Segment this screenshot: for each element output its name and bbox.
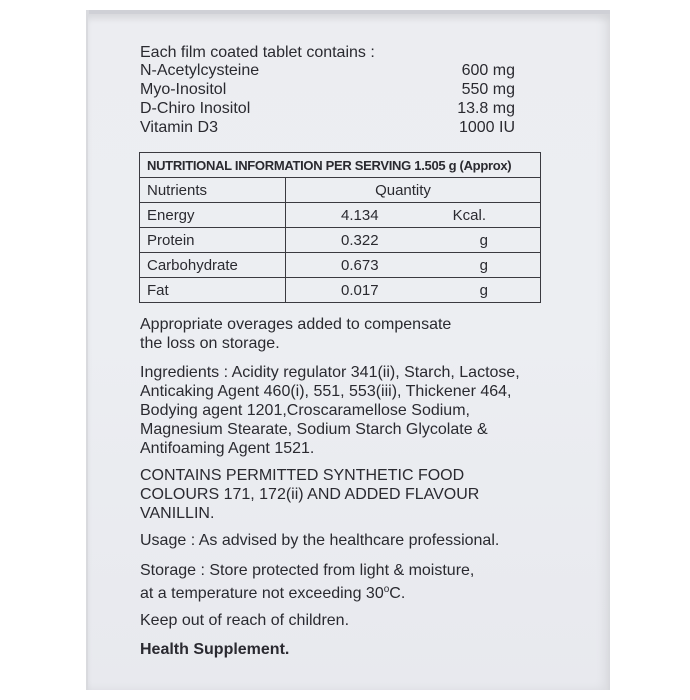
storage-instruction bbox=[140, 561, 474, 603]
overages-line: the loss on storage. bbox=[140, 335, 280, 352]
nutrient-unit: g bbox=[479, 232, 488, 249]
nutrient-unit: g bbox=[479, 282, 488, 299]
column-header-quantity bbox=[286, 178, 541, 203]
ingredients-line: Ingredients : Acidity regulator 341(ii), Starch, Lactose, bbox=[140, 364, 520, 381]
ingredients-line: Anticaking Agent 460(i), 551, 553(iii), Thickener 464, bbox=[140, 383, 512, 400]
table-header-row bbox=[140, 178, 541, 203]
nutrient-value: 4.134 bbox=[341, 207, 379, 224]
column-header-nutrients: Nutrients bbox=[140, 178, 286, 203]
ingredients-list bbox=[140, 363, 520, 458]
nutrient-quantity bbox=[286, 278, 541, 303]
degree-symbol: o bbox=[383, 584, 390, 595]
ingredients-line: Magnesium Stearate, Sodium Starch Glycolate & bbox=[140, 421, 488, 438]
nutrient-unit: g bbox=[479, 257, 488, 274]
overages-line: Appropriate overages added to compensate bbox=[140, 316, 452, 333]
colours-line: COLOURS 171, 172(ii) AND ADDED FLAVOUR bbox=[140, 486, 480, 503]
nutrient-quantity bbox=[286, 203, 541, 228]
nutrient-quantity bbox=[286, 228, 541, 253]
colours-statement bbox=[140, 466, 479, 523]
ingredient-amount: 550 mg bbox=[461, 81, 515, 98]
product-category: Health Supplement. bbox=[140, 641, 290, 658]
nutrition-table-title: NUTRITIONAL INFORMATION PER SERVING 1.505 g (Approx) bbox=[140, 153, 541, 178]
overages-note bbox=[140, 315, 451, 353]
composition-row bbox=[140, 119, 515, 138]
nutrient-name: Carbohydrate bbox=[140, 253, 286, 278]
ingredient-name: D-Chiro Inositol bbox=[140, 100, 251, 117]
nutrient-name: Protein bbox=[140, 228, 286, 253]
nutrition-table bbox=[139, 152, 541, 303]
colours-line: CONTAINS PERMITTED SYNTHETIC FOOD bbox=[140, 467, 465, 484]
storage-temperature-unit: C. bbox=[389, 585, 406, 602]
ingredients-line: Bodying agent 1201,Croscaramellose Sodium, bbox=[140, 402, 470, 419]
table-row bbox=[140, 203, 541, 228]
table-row bbox=[140, 253, 541, 278]
storage-line: Storage : Store protected from light & moisture, bbox=[140, 562, 475, 579]
nutrient-quantity bbox=[286, 253, 541, 278]
storage-temperature-text: at a temperature not exceeding 30 bbox=[140, 585, 384, 602]
storage-line bbox=[140, 580, 474, 603]
table-row bbox=[140, 228, 541, 253]
nutrient-unit: Kcal. bbox=[452, 207, 486, 224]
child-safety-warning: Keep out of reach of children. bbox=[140, 612, 350, 629]
usage-instruction: Usage : As advised by the healthcare professional. bbox=[140, 532, 500, 549]
nutrient-name: Energy bbox=[140, 203, 286, 228]
nutrient-value: 0.017 bbox=[341, 282, 379, 299]
ingredient-amount: 13.8 mg bbox=[457, 100, 515, 117]
nutrient-name: Fat bbox=[140, 278, 286, 303]
composition-row bbox=[140, 81, 515, 100]
ingredient-name: Myo-Inositol bbox=[140, 81, 227, 98]
ingredient-amount: 600 mg bbox=[461, 62, 515, 79]
composition-row bbox=[140, 100, 515, 119]
composition-intro: Each film coated tablet contains : bbox=[140, 44, 375, 61]
quantity-header-label: Quantity bbox=[375, 181, 431, 199]
ingredient-name: N-Acetylcysteine bbox=[140, 62, 260, 79]
colours-line: VANILLIN. bbox=[140, 505, 215, 522]
ingredient-name: Vitamin D3 bbox=[140, 119, 218, 136]
ingredient-amount: 1000 IU bbox=[458, 119, 515, 136]
nutrient-value: 0.322 bbox=[341, 232, 379, 249]
table-row bbox=[140, 278, 541, 303]
ingredients-line: Antifoaming Agent 1521. bbox=[140, 440, 315, 457]
composition-row bbox=[140, 62, 515, 81]
nutrient-value: 0.673 bbox=[341, 257, 379, 274]
